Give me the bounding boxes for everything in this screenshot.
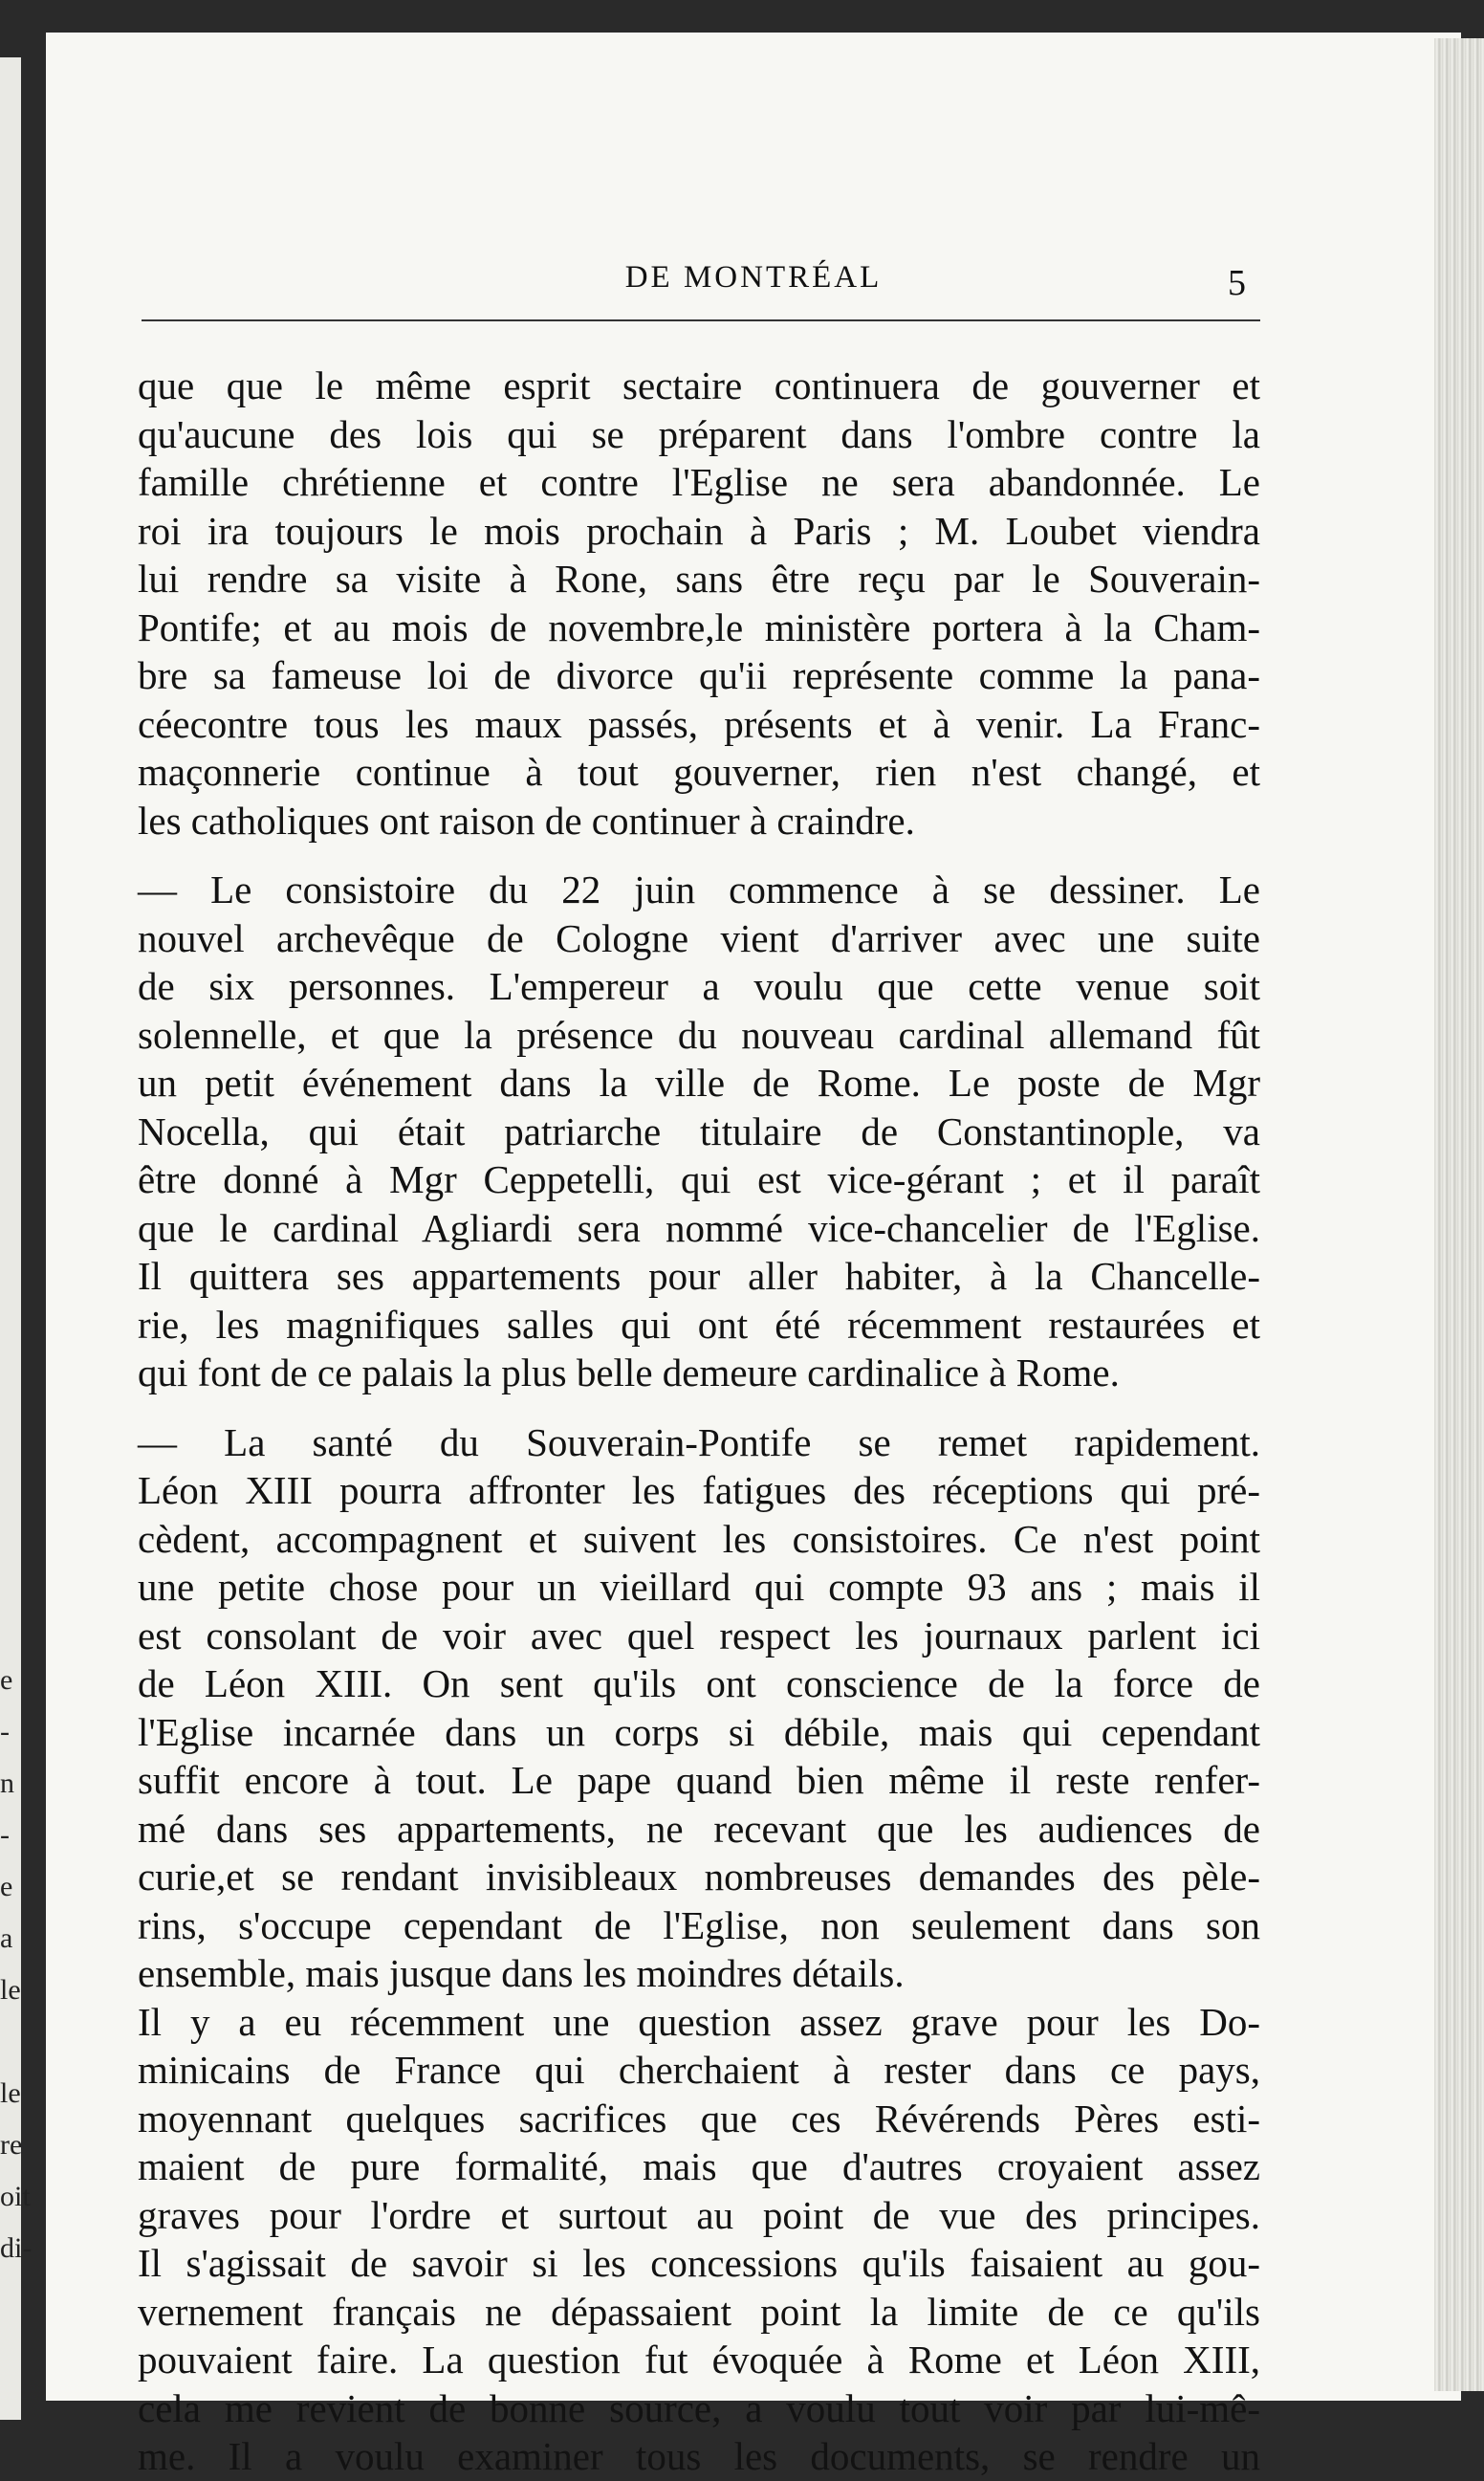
running-head: DE MONTRÉAL — [624, 260, 883, 295]
text-line: Il y a eu récemment une question assez grave pour les Do- — [138, 1999, 1260, 2044]
text-line: Nocella, qui était patriarche titulaire de Constantinople, va — [138, 1109, 1260, 1153]
paragraph — [138, 1418, 1260, 1998]
margin-fragment: e — [0, 1664, 13, 1696]
text-line: Pontife; et au mois de novembre,le ministère portera à la Cham- — [138, 604, 1260, 649]
margin-fragment — [0, 2016, 21, 2068]
text-line: ensemble, mais jusque dans les moindres détails. — [138, 1951, 905, 1995]
text-line: moyennant quelques sacrifices que ces Révérends Pères esti- — [138, 2096, 1260, 2141]
text-line: que le cardinal Agliardi sera nommé vice-chancelier de l'Eglise. — [138, 1205, 1260, 1250]
paragraph-gap — [138, 845, 1260, 866]
text-line: l'Eglise incarnée dans un corps si débile, mais qui cependant — [138, 1709, 1260, 1754]
text-line: est consolant de voir avec quel respect les journaux parlent ici — [138, 1613, 1260, 1658]
text-line: maient de pure formalité, mais que d'autres croyaient assez — [138, 2144, 1260, 2188]
margin-fragment: n — [0, 1767, 14, 1799]
text-line: famille chrétienne et contre l'Eglise ne sera abandonnée. Le — [138, 460, 1260, 504]
text-line: curie,et se rendant invisibleaux nombreuses demandes des pèle- — [138, 1855, 1260, 1899]
text-line: graves pour l'ordre et surtout au point de vue des principes. — [138, 2192, 1260, 2237]
text-line: vernement français ne dépassaient point la limite de ce qu'ils — [138, 2289, 1260, 2334]
text-line: céecontre tous les maux passés, présents et à venir. La Franc- — [138, 701, 1260, 746]
text-line: une petite chose pour un vieillard qui compte 93 ans ; mais il — [138, 1565, 1260, 1609]
text-line: les catholiques ont raison de continuer à craindre. — [138, 798, 915, 843]
text-line: — La santé du Souverain-Pontife se remet rapidement. — [138, 1419, 1260, 1464]
paragraph — [138, 1998, 1260, 2481]
text-line: suffit encore à tout. Le pape quand bien même il reste renfer- — [138, 1758, 1260, 1802]
body-text — [138, 362, 1260, 2481]
text-line: que que le même esprit sectaire continuera de gouverner et — [138, 363, 1260, 407]
page-number: 5 — [1228, 263, 1246, 303]
text-line: mé dans ses appartements, ne recevant que les audiences de — [138, 1806, 1260, 1851]
text-line: cèdent, accompagnent et suivent les consistoires. Ce n'est point — [138, 1516, 1260, 1561]
text-line: — Le consistoire du 22 juin commence à se dessiner. Le — [138, 867, 1260, 911]
margin-fragment: e — [0, 1871, 13, 1902]
text-line: bre sa fameuse loi de divorce qu'ii représente comme la pana- — [138, 653, 1260, 697]
margin-fragment: - — [0, 1819, 10, 1851]
margin-fragment: re — [0, 2129, 23, 2161]
text-line: rins, s'occupe cependant de l'Eglise, non seulement dans son — [138, 1902, 1260, 1947]
text-line: Il quittera ses appartements pour aller habiter, à la Chancelle- — [138, 1254, 1260, 1298]
text-line: Léon XIII pourra affronter les fatigues des réceptions qui pré- — [138, 1468, 1260, 1512]
text-line: me. Il a voulu examiner tous les documents, se rendre un — [138, 2434, 1260, 2478]
paragraph — [138, 866, 1260, 1397]
margin-fragment: di- — [0, 2232, 33, 2264]
text-line: nouvel archevêque de Cologne vient d'arriver avec une suite — [138, 915, 1260, 960]
text-line: être donné à Mgr Ceppetelli, qui est vice-gérant ; et il paraît — [138, 1157, 1260, 1201]
margin-fragment: - — [0, 1716, 10, 1747]
text-line: maçonnerie continue à tout gouverner, rien n'est changé, et — [138, 750, 1260, 794]
text-line: un petit événement dans la ville de Rome. Le poste de Mgr — [138, 1061, 1260, 1105]
margin-fragment: oit — [0, 2181, 31, 2212]
header-rule — [142, 319, 1260, 321]
text-line: Il s'agissait de savoir si les concessions qu'ils faisaient au gou- — [138, 2241, 1260, 2285]
book-page — [46, 33, 1461, 2478]
text-line: de six personnes. L'empereur a voulu que cette venue soit — [138, 964, 1260, 1008]
margin-fragment: le — [0, 2077, 21, 2109]
text-line: pouvaient faire. La question fut évoquée à Rome et Léon XIII, — [138, 2338, 1260, 2382]
text-line: qu'aucune des lois qui se préparent dans l'ombre contre la — [138, 411, 1260, 456]
text-line: rie, les magnifiques salles qui ont été récemment restaurées et — [138, 1302, 1260, 1347]
text-line: cela me revient de bonne source, a voulu tout voir par lui-mê- — [138, 2385, 1260, 2430]
text-line: minicains de France qui cherchaient à rester dans ce pays, — [138, 2048, 1260, 2092]
text-line: qui font de ce palais la plus belle demeure cardinalice à Rome. — [138, 1350, 1120, 1394]
text-line: roi ira toujours le mois prochain à Paris ; M. Loubet viendra — [138, 508, 1260, 553]
text-line: solennelle, et que la présence du nouveau cardinal allemand fût — [138, 1012, 1260, 1057]
margin-fragment: le — [0, 1974, 21, 2006]
text-line: lui rendre sa visite à Rone, sans être reçu par le Souverain- — [138, 557, 1260, 601]
text-line: de Léon XIII. On sent qu'ils ont conscience de la force de — [138, 1661, 1260, 1705]
page-stack-edge — [1434, 38, 1484, 2391]
previous-page-margin-text — [0, 1655, 33, 2274]
paragraph — [138, 362, 1260, 845]
paragraph-gap — [138, 1397, 1260, 1418]
margin-fragment: a — [0, 1922, 13, 1954]
